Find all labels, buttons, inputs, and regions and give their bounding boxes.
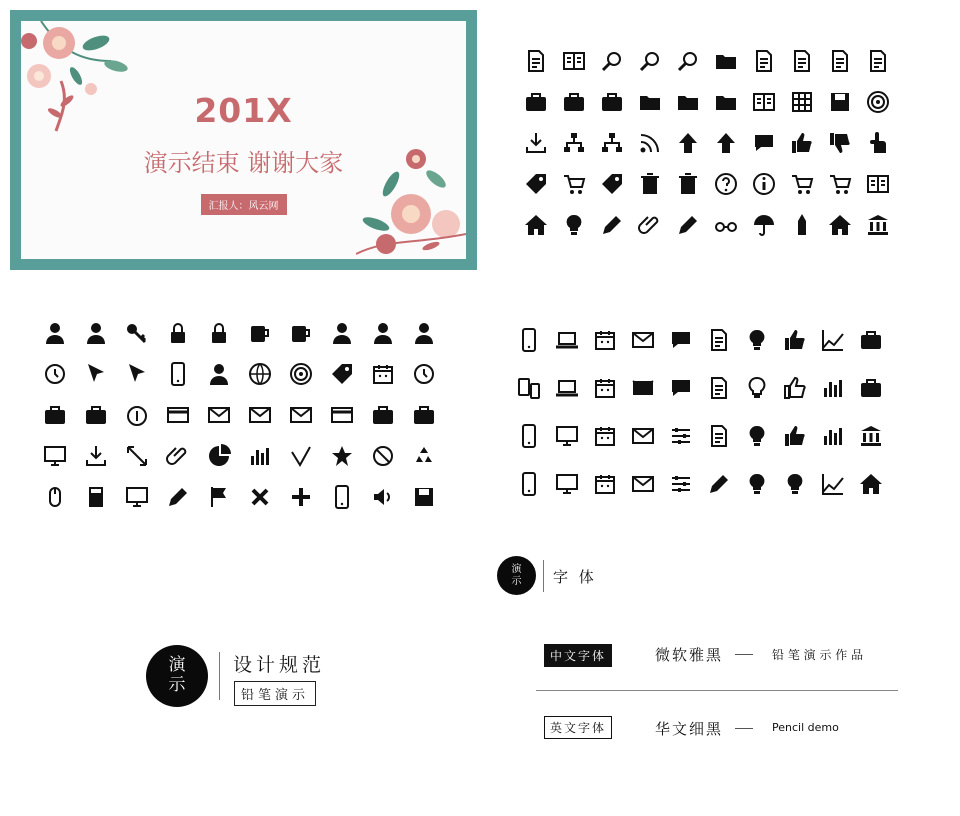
time-icon [411,361,437,387]
bin-icon [675,171,701,197]
rss-icon [637,130,663,156]
tower-icon [789,212,815,238]
calculator-icon [83,484,109,510]
desktop-icon [554,423,580,449]
design-subtitle: 铅笔演示 [234,681,316,706]
column-chart-icon [820,423,846,449]
close-icon [247,484,273,510]
tag-icon [329,361,355,387]
bank-icon [865,212,891,238]
table-icon [789,89,815,115]
calendar-icon [592,327,618,353]
en-font-label: 英文字体 [544,716,612,739]
like-outline-icon [782,375,808,401]
folder-download-icon [713,89,739,115]
museum-icon [858,423,884,449]
doc-fill-icon [706,375,732,401]
doc-search-icon [706,327,732,353]
font-badge-line2: 示 [511,575,522,587]
zoom-out-icon [675,48,701,74]
cart-add-icon [827,171,853,197]
pencil-icon [599,212,625,238]
mug-out-icon [288,320,314,346]
calendar-dots-icon [592,423,618,449]
user-icon [42,320,68,346]
speech-icon [668,327,694,353]
envelope-fill-icon [630,375,656,401]
slide-title: 201X [194,91,293,130]
tree-icon [561,130,587,156]
folder-settings-icon [637,89,663,115]
phone-icon [329,484,355,510]
key-icon [124,320,150,346]
trend-icon [820,471,846,497]
users-icon [370,320,396,346]
bulb-fill-icon [744,423,770,449]
cursor-icon [83,361,109,387]
help-icon [713,171,739,197]
arrow-up-icon [713,130,739,156]
bulb-outline-icon [744,375,770,401]
briefcase-icon [523,89,549,115]
bag-yen-icon [370,402,396,428]
sitemap-icon [599,130,625,156]
cn-font-sample: 铅 笔 演 示 作 品 [772,648,864,662]
zoom-in-icon [637,48,663,74]
info-icon [751,171,777,197]
devices-icon [516,375,542,401]
unlock-icon [206,320,232,346]
slide-subtitle: 演示结束 谢谢大家 [143,149,344,177]
file-minus-icon [865,48,891,74]
floppy-icon [827,89,853,115]
clock-icon [42,361,68,387]
lock-icon [165,320,191,346]
suitcase-icon [858,327,884,353]
chat-bubbles-icon [668,375,694,401]
document-icon [523,48,549,74]
chat-icon [751,130,777,156]
envelope-open-icon [630,471,656,497]
computer-icon [124,484,150,510]
flag-icon [206,484,232,510]
cn-font-name: 微软雅黑 [655,646,724,664]
coin-icon [124,402,150,428]
folder-search-icon [713,48,739,74]
pen-cursor-icon [165,484,191,510]
design-title: 设计规范 [233,654,326,676]
inbox-down-icon [83,443,109,469]
mail-closed-icon [288,402,314,428]
price-tag-icon [599,171,625,197]
bulb-icon [561,212,587,238]
reporter-badge: 汇报人：风云网 [201,194,287,215]
font-heading: 字 体 [553,568,597,586]
book-open-icon [561,48,587,74]
target-icon [288,361,314,387]
design-badge-line1: 演 [168,655,186,676]
globe-icon [247,361,273,387]
bag-dollar-icon [42,402,68,428]
ban-icon [370,443,396,469]
speaker-icon [370,484,396,510]
en-font-dash [735,728,753,729]
calendar-icon [370,361,396,387]
printer-icon [411,484,437,510]
id-card-icon [329,402,355,428]
arrow-up-small-icon [675,130,701,156]
like-icon [782,327,808,353]
font-separator [536,690,898,691]
card-icon [165,402,191,428]
floral-decoration-bottom-right [356,144,466,259]
sale-tag-icon [523,171,549,197]
edit-icon [706,471,732,497]
house-icon [827,212,853,238]
link-icon [165,443,191,469]
marker-icon [675,212,701,238]
bulb-idea-icon [744,327,770,353]
thumbs-up-icon [789,130,815,156]
bag-icon [858,375,884,401]
bag-euro-icon [411,402,437,428]
settings-sliders-icon [668,471,694,497]
envelope-outline-icon [630,423,656,449]
icon-grid-general [42,320,437,510]
checkmark-icon [288,443,314,469]
home-icon [858,471,884,497]
design-divider [219,652,220,700]
file-remove-icon [789,48,815,74]
plus-icon [288,484,314,510]
recycle-icon [411,443,437,469]
toolbox-icon [599,89,625,115]
cfl-bulb-icon [782,471,808,497]
home-icon [523,212,549,238]
money-bag-icon [83,402,109,428]
pie-icon [206,443,232,469]
bar-chart-icon [820,375,846,401]
magnifier-icon [599,48,625,74]
cn-font-dash [735,654,753,655]
icon-grid-office [523,48,891,238]
smartphone-icon [516,327,542,353]
monitor-icon [554,471,580,497]
design-badge [146,645,208,707]
star-icon [329,443,355,469]
file-search-icon [751,48,777,74]
books-icon [865,171,891,197]
trash-icon [637,171,663,197]
disc-icon [865,89,891,115]
resize-icon [124,443,150,469]
mouse-icon [42,484,68,510]
tablet-icon [516,423,542,449]
umbrella-icon [751,212,777,238]
file-add-icon [827,48,853,74]
folder-open-icon [675,89,701,115]
like-fill-icon [782,423,808,449]
pointer-icon [124,361,150,387]
glasses-icon [713,212,739,238]
calendar-lines-icon [592,471,618,497]
case-icon [561,89,587,115]
paperclip-icon [637,212,663,238]
mug-icon [247,320,273,346]
font-badge-line1: 演 [511,564,522,575]
monitor-down-icon [42,443,68,469]
slide-thumbnail[interactable] [10,10,477,270]
en-font-name: 华文细黑 [655,720,724,738]
phone-icon [516,471,542,497]
laptop-icon [554,327,580,353]
calendar-grid-icon [592,375,618,401]
lamp-icon [744,471,770,497]
line-chart-icon [820,327,846,353]
en-font-sample: Pencil demo [772,721,839,734]
hand-point-icon [865,130,891,156]
book-icon [751,89,777,115]
bars-icon [247,443,273,469]
cn-font-label: 中文字体 [544,644,612,667]
cart-icon [561,171,587,197]
font-badge [497,556,536,595]
font-divider [543,560,544,592]
laptop-outline-icon [554,375,580,401]
sliders-icon [668,423,694,449]
envelope-icon [630,327,656,353]
microphone-icon [165,361,191,387]
icon-grid-business [516,327,884,497]
mail-icon [206,402,232,428]
person-icon [206,361,232,387]
user-check-icon [83,320,109,346]
design-badge-line2: 示 [168,675,186,695]
mail-open-icon [247,402,273,428]
doc-edit-icon [706,423,732,449]
cart-remove-icon [789,171,815,197]
user-remove-icon [329,320,355,346]
thumbs-down-icon [827,130,853,156]
download-icon [523,130,549,156]
slide-canvas [21,21,466,259]
user-info-icon [411,320,437,346]
